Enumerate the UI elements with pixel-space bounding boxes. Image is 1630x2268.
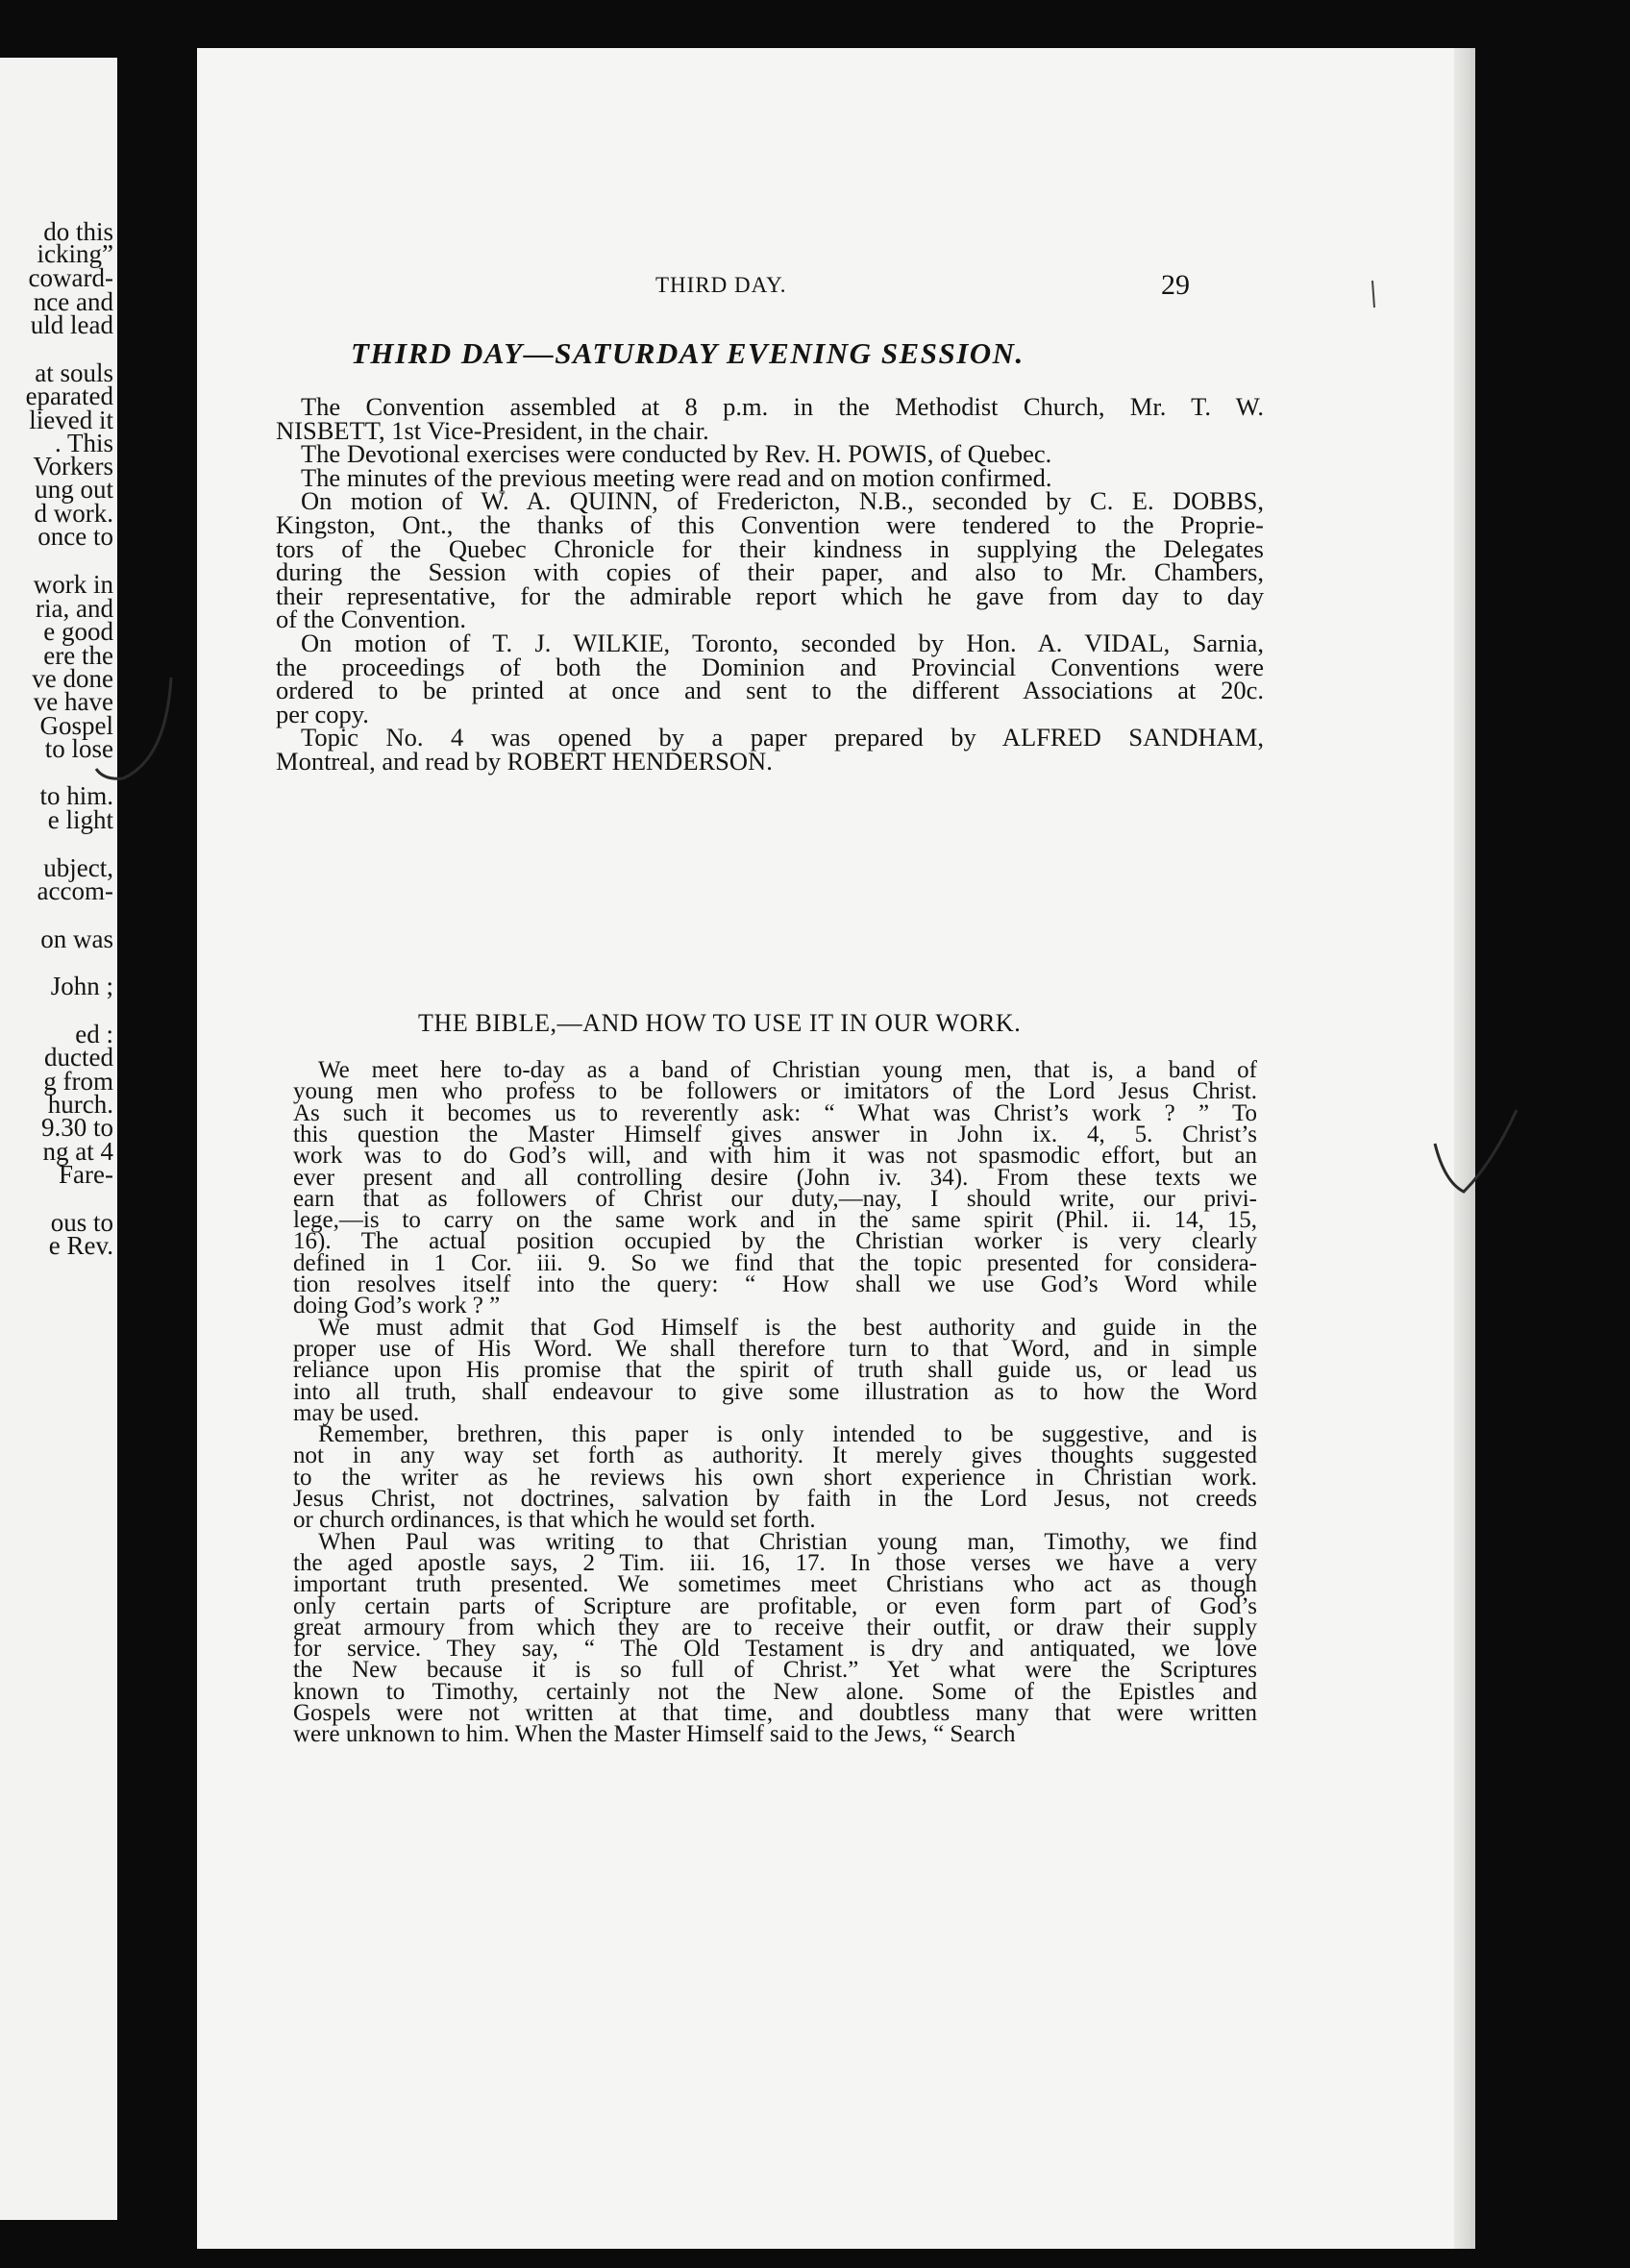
text-line: Gospels were not written at that time, and doubtless many that were written (293, 1700, 1257, 1726)
text-line: may be used. (293, 1399, 420, 1426)
text-line: earn that as followers of Christ our duty,—nay, I should write, our privi- (293, 1185, 1257, 1212)
left-page-text-fragment: e Rev. (48, 1231, 113, 1260)
left-page-text-fragment: ed : (75, 1020, 113, 1048)
left-page-text-fragment: lieved it (29, 406, 113, 434)
text-line: NISBETT, 1st Vice-President, in the chair. (276, 415, 709, 445)
text-line: only certain parts of Scripture are profitable, or even form part of God’s (293, 1592, 1257, 1619)
text-line: the proceedings of both the Dominion and Provincial Conventions were (276, 652, 1264, 681)
text-line: ever present and all controlling desire (John iv. 34). From these texts we (293, 1164, 1257, 1191)
left-page-text-fragment: uld lead (30, 310, 113, 339)
session-title: THIRD DAY—SATURDAY EVENING SESSION. (351, 336, 1025, 370)
left-page-text-fragment: accom- (37, 876, 113, 905)
text-line: Jesus Christ, not doctrines, salvation by faith in the Lord Jesus, not creeds (293, 1486, 1257, 1512)
text-line: not in any way set forth as authority. It merely gives thoughts suggested (293, 1442, 1257, 1469)
left-page-text-fragment: ve have (33, 687, 113, 716)
previous-page-edge (0, 58, 117, 2220)
text-line: Kingston, Ont., the thanks of this Convention were tendered to the Proprie- (276, 510, 1264, 539)
text-line: doing God’s work ? ” (293, 1293, 501, 1319)
text-line: during the Session with copies of their paper, and also to Mr. Chambers, (276, 557, 1264, 587)
left-page-text-fragment: to him. (39, 781, 113, 810)
text-line: proper use of His Word. We shall therefore turn to that Word, and in simple (293, 1335, 1257, 1362)
running-header: THIRD DAY. (655, 273, 787, 297)
text-line: We must admit that God Himself is the best authority and guide in the (318, 1314, 1257, 1341)
text-line: tion resolves itself into the query: “ How shall we use God’s Word while (293, 1271, 1257, 1297)
text-line: reliance upon His promise that the spirit of truth shall guide us, or lead us (293, 1357, 1257, 1384)
left-page-text-fragment: on was (40, 924, 113, 953)
left-page-text-fragment: ubject, (43, 853, 113, 882)
left-page-text-fragment: Vorkers (33, 452, 113, 481)
text-line: per copy. (276, 699, 369, 728)
left-page-text-fragment: to lose (44, 734, 113, 763)
text-line: to the writer as he reviews his own short experience in Christian work. (293, 1464, 1257, 1491)
text-line: of the Convention. (276, 604, 466, 634)
text-line: important truth presented. We sometimes meet Christians who act as though (293, 1571, 1257, 1598)
left-page-text-fragment: work in (33, 570, 113, 599)
left-page-text-fragment: d work. (34, 499, 113, 528)
left-page-text-fragment: at souls (35, 358, 113, 387)
text-line: 16). The actual position occupied by the Christian worker is very clearly (293, 1228, 1257, 1255)
text-line: the aged apostle says, 2 Tim. iii. 16, 17. In those verses we have a very (293, 1549, 1257, 1576)
paper-title: THE BIBLE,—AND HOW TO USE IT IN OUR WORK. (418, 1009, 1022, 1037)
text-line: into all truth, shall endeavour to give some illustration as to how the Word (293, 1378, 1257, 1405)
left-margin-pen-mark (94, 673, 181, 798)
text-line: for service. They say, “ The Old Testament is dry and antiquated, we love (293, 1636, 1257, 1663)
text-line: lege,—is to carry on the same work and in the same spirit (Phil. ii. 14, 15, (293, 1207, 1257, 1234)
text-line: We meet here to-day as a band of Christian young men, that is, a band of (318, 1057, 1257, 1083)
text-line: work was to do God’s will, and with him it was not spasmodic effort, but an (293, 1143, 1257, 1170)
margin-tick-mark (1365, 279, 1384, 317)
text-line: tors of the Quebec Chronicle for their kindness in supplying the Delegates (276, 533, 1264, 563)
page-number: 29 (1161, 269, 1190, 301)
text-line: The minutes of the previous meeting were read and on motion confirmed. (301, 462, 1052, 492)
left-page-text-fragment: ere the (43, 641, 113, 670)
text-line: known to Timothy, certainly not the New alone. Some of the Epistles and (293, 1678, 1257, 1705)
left-page-text-fragment: ducted (44, 1043, 113, 1072)
text-line: The Devotional exercises were conducted by Rev. H. POWIS, of Quebec. (301, 439, 1052, 469)
left-page-text-fragment: ng at 4 (42, 1137, 113, 1166)
left-page-text-fragment: once to (37, 522, 113, 551)
text-line: When Paul was writing to that Christian young man, Timothy, we find (318, 1528, 1257, 1555)
text-line: or church ordinances, is that which he would set forth. (293, 1507, 816, 1534)
left-page-text-fragment: e light (47, 805, 113, 834)
text-line: Topic No. 4 was opened by a paper prepared by ALFRED SANDHAM, (301, 723, 1264, 752)
text-line: great armoury from which they are to receive their outfit, or draw their supply (293, 1614, 1257, 1640)
left-page-text-fragment: icking” (37, 239, 113, 268)
left-page-text-fragment: coward- (28, 263, 113, 292)
left-page-text-fragment: eparated (25, 382, 113, 410)
left-page-text-fragment: 9.30 to (40, 1113, 113, 1142)
left-page-text-fragment: ung out (35, 475, 113, 504)
left-page-text-fragment: ve done (32, 664, 113, 693)
left-page-text-fragment: . This (49, 429, 113, 457)
pen-check-mark (1425, 1105, 1541, 1211)
text-line: The Convention assembled at 8 p.m. in the Methodist Church, Mr. T. W. (301, 392, 1264, 421)
book-page (197, 48, 1475, 2249)
text-line: the New because it is so full of Christ.” Yet what were the Scriptures (293, 1657, 1257, 1684)
text-line: defined in 1 Cor. iii. 9. So we find that the topic presented for considera- (293, 1249, 1257, 1276)
left-page-text-fragment: do this (43, 217, 113, 246)
text-line: Remember, brethren, this paper is only intended to be suggestive, and is (318, 1421, 1257, 1448)
left-page-text-fragment: Fare- (59, 1160, 113, 1189)
left-page-text-fragment: nce and (33, 287, 113, 316)
text-line: As such it becomes us to reverently ask: “ What was Christ’s work ? ” To (293, 1099, 1257, 1126)
left-page-text-fragment: ous to (50, 1208, 113, 1237)
left-page-text-fragment: John ; (50, 972, 113, 1000)
left-page-text-fragment: e good (43, 617, 113, 646)
text-line: were unknown to him. When the Master Himself said to the Jews, “ Search (293, 1721, 1016, 1748)
text-line: ordered to be printed at once and sent to the different Associations at 20c. (276, 676, 1264, 705)
text-line: their representative, for the admirable report which he gave from day to day (276, 580, 1264, 610)
left-page-text-fragment: Gospel (39, 711, 113, 740)
left-page-text-fragment: ria, and (36, 594, 113, 623)
text-line: Montreal, and read by ROBERT HENDERSON. (276, 747, 773, 776)
text-line: On motion of W. A. QUINN, of Fredericton, N.B., seconded by C. E. DOBBS, (301, 486, 1264, 516)
text-line: On motion of T. J. WILKIE, Toronto, seconded by Hon. A. VIDAL, Sarnia, (301, 629, 1264, 657)
left-page-text-fragment: hurch. (47, 1090, 113, 1119)
left-page-text-fragment: g from (43, 1067, 113, 1096)
text-line: young men who profess to be followers or imitators of the Lord Jesus Christ. (293, 1078, 1257, 1105)
text-line: this question the Master Himself gives answer in John ix. 4, 5. Christ’s (293, 1121, 1257, 1147)
